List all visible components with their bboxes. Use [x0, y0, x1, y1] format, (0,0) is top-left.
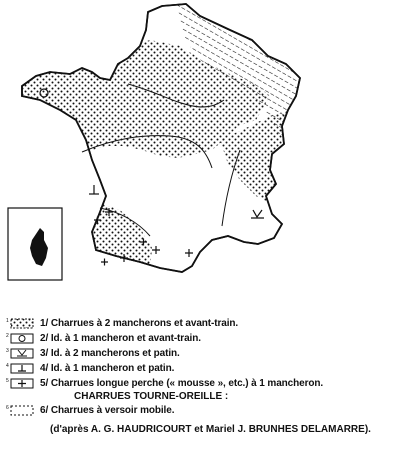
legend-row-3 — [0, 348, 400, 360]
symbol-4-vendee — [89, 185, 99, 194]
legend-label: 2/ Id. à 1 mancheron et avant-train. — [40, 333, 201, 344]
legend-index: 4 — [6, 363, 9, 369]
legend-label: 6/ Charrues à versoir mobile. — [40, 405, 175, 416]
single-handle-skid-symbol — [10, 363, 34, 374]
legend-label: 3/ Id. à 2 mancherons et patin. — [40, 348, 180, 359]
legend-row-6 — [0, 405, 400, 417]
legend-row-4 — [0, 363, 400, 375]
legend-row-5 — [0, 378, 400, 390]
legend-index: 5 — [6, 378, 9, 384]
legend-label: 4/ Id. à 1 mancheron et patin. — [40, 363, 175, 374]
cross-symbol — [10, 378, 34, 389]
double-handle-skid-symbol — [10, 348, 34, 359]
legend-label: 1/ Charrues à 2 mancherons et avant-train. — [40, 318, 239, 329]
legend-row-2 — [0, 333, 400, 345]
dotted-area-symbol — [10, 318, 34, 329]
legend-index: 1 — [6, 318, 9, 324]
legend — [0, 318, 400, 450]
legend-subheading: CHARRUES TOURNE-OREILLE : — [74, 391, 229, 402]
legend-index: 6 — [6, 405, 9, 411]
circle-symbol — [10, 333, 34, 344]
legend-row-1 — [0, 318, 400, 330]
legend-label: 5/ Charrues longue perche (« mousse », etc.) à 1 mancheron. — [40, 378, 324, 389]
source-credit: (d'après A. G. HAUDRICOURT et Mariel J. BRUNHES DELAMARRE). — [50, 424, 371, 435]
legend-index: 2 — [6, 333, 9, 339]
legend-index: 3 — [6, 348, 9, 354]
dashed-area-symbol — [10, 405, 34, 416]
